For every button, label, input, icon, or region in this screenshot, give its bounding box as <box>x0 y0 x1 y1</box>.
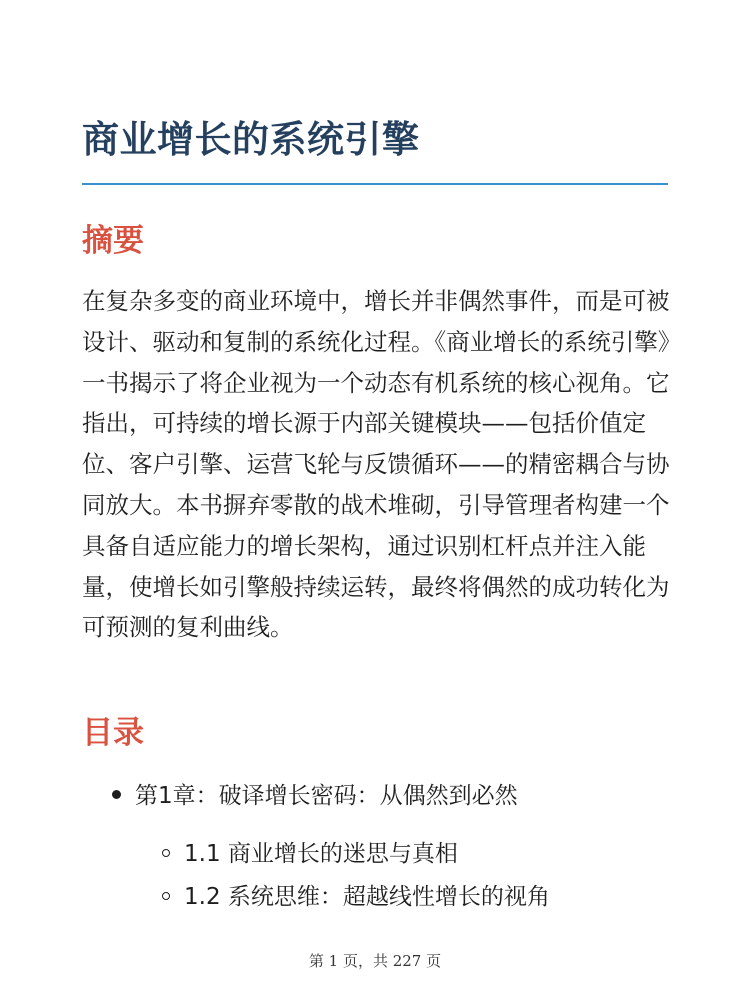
toc-section-item[interactable] <box>162 834 458 874</box>
bullet-dot-icon <box>112 790 121 799</box>
toc-section-label: 1.1 商业增长的迷思与真相 <box>184 841 458 867</box>
toc-chapter-label: 第1章：破译增长密码：从偶然到必然 <box>135 783 518 809</box>
toc-section-item[interactable] <box>162 877 550 917</box>
toc-chapter-item[interactable] <box>112 776 518 816</box>
abstract-body: 在复杂多变的商业环境中，增长并非偶然事件，而是可被设计、驱动和复制的系统化过程。《商业增长的系统引擎》一书揭示了将企业视为一个动态有机系统的核心视角。它指出，可持续的增长源于内部关键模块——包括价值定位、客户引擎、运营飞轮与反馈循环——的精密耦合与协同放大。本书摒弃零散的战术堆砌，引导管理者构建一个具备自适应能力的增长架构，通过识别杠杆点并注入能量，使增长如引擎般持续运转，最终将偶然的成功转化为可预测的复利曲线。 <box>82 287 670 642</box>
toc-section-label: 1.2 系统思维：超越线性增长的视角 <box>184 884 550 910</box>
bullet-circle-icon <box>162 849 170 857</box>
page-footer: 第 1 页，共 227 页 <box>308 952 442 970</box>
toc-heading: 目录 <box>82 715 144 751</box>
bullet-circle-icon <box>162 892 170 900</box>
abstract-heading: 摘要 <box>82 223 144 259</box>
document-title: 商业增长的系统引擎 <box>82 118 420 161</box>
title-divider <box>82 183 668 185</box>
